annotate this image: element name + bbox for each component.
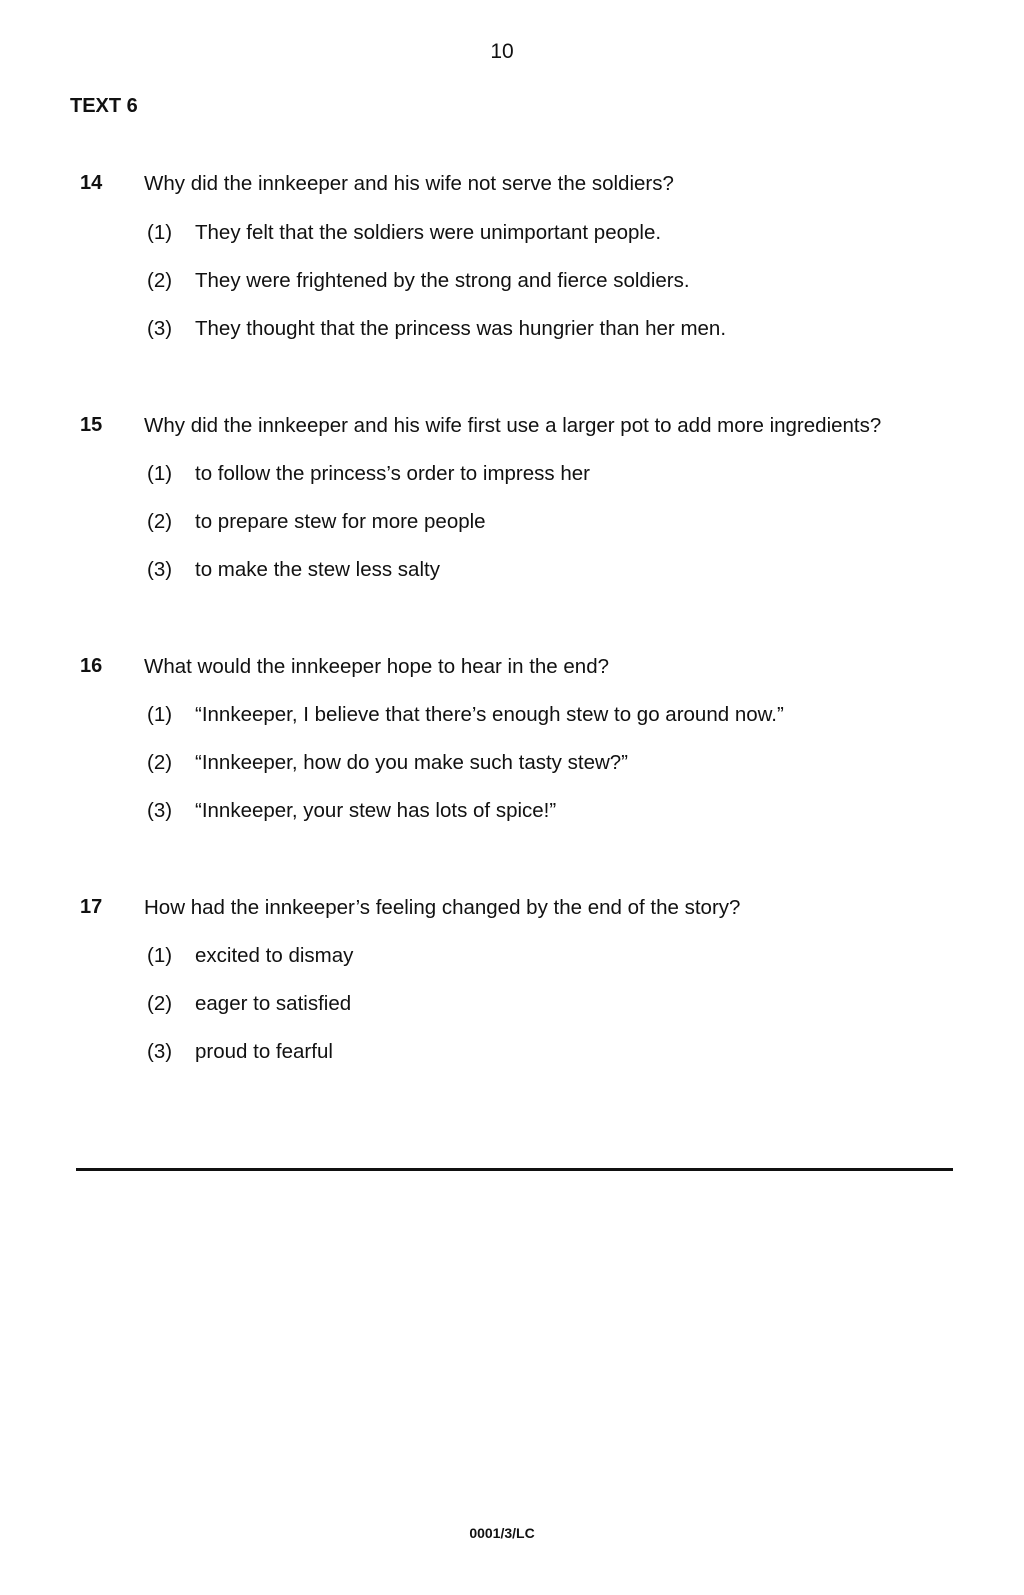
option-text: eager to satisfied <box>195 992 352 1015</box>
option-number: (1) <box>147 944 173 967</box>
question-text: Why did the innkeeper and his wife first use a larger pot to add more ingredients? <box>144 414 882 437</box>
option-number: (2) <box>147 269 173 292</box>
option-number: (2) <box>147 992 173 1015</box>
option-number: (1) <box>147 703 173 726</box>
option-text: excited to dismay <box>195 944 354 967</box>
option-text: to prepare stew for more people <box>195 510 486 533</box>
option-number: (3) <box>147 317 173 340</box>
question-number: 16 <box>80 655 103 677</box>
option-number: (3) <box>147 799 173 822</box>
option-text: They thought that the princess was hungrier than her men. <box>195 317 727 340</box>
option-text: They felt that the soldiers were unimportant people. <box>195 221 662 244</box>
option-text: to follow the princess’s order to impress her <box>195 462 590 485</box>
option-number: (2) <box>147 510 173 533</box>
option-number: (3) <box>147 558 173 581</box>
option-text: to make the stew less salty <box>195 558 440 581</box>
question-number: 14 <box>80 172 103 194</box>
page-number: 10 <box>490 40 514 63</box>
option-text: proud to fearful <box>195 1040 333 1063</box>
section-title: TEXT 6 <box>70 95 138 117</box>
question-text: How had the innkeeper’s feeling changed by the end of the story? <box>144 896 741 919</box>
horizontal-rule <box>76 1168 953 1171</box>
option-text: “Innkeeper, I believe that there’s enough stew to go around now.” <box>195 703 784 726</box>
option-text: They were frightened by the strong and fierce soldiers. <box>195 269 690 292</box>
option-text: “Innkeeper, your stew has lots of spice!” <box>195 799 557 822</box>
question-number: 17 <box>80 896 103 918</box>
option-number: (1) <box>147 221 173 244</box>
question-number: 15 <box>80 414 103 436</box>
option-text: “Innkeeper, how do you make such tasty stew?” <box>195 751 629 774</box>
footer-code: 0001/3/LC <box>469 1525 535 1541</box>
question-text: What would the innkeeper hope to hear in the end? <box>144 655 609 678</box>
option-number: (2) <box>147 751 173 774</box>
option-number: (1) <box>147 462 173 485</box>
option-number: (3) <box>147 1040 173 1063</box>
question-text: Why did the innkeeper and his wife not serve the soldiers? <box>144 172 674 195</box>
